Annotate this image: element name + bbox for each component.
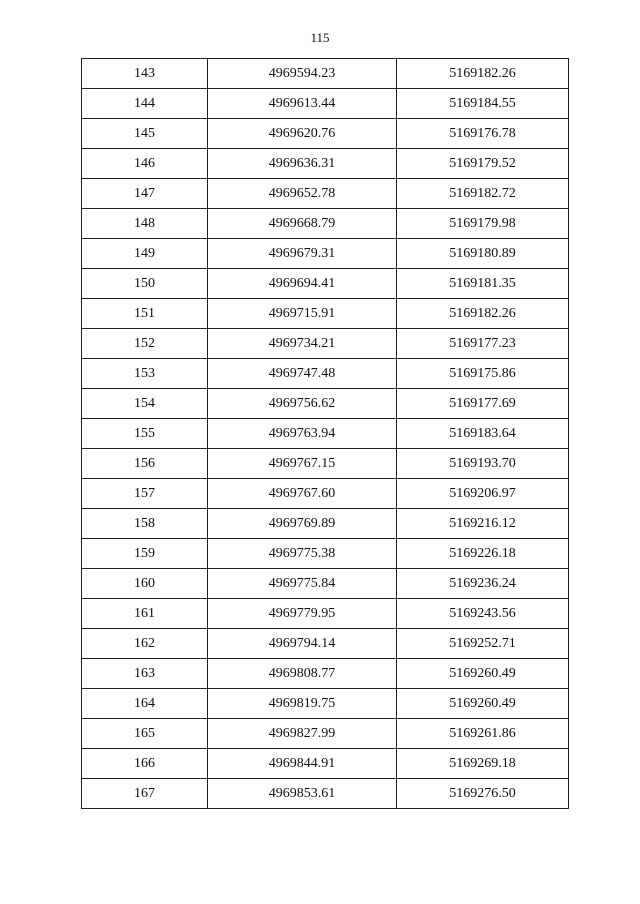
point-id-cell: 145 <box>82 119 208 149</box>
x-coordinate-cell: 4969620.76 <box>208 119 397 149</box>
coordinate-table-body <box>82 59 569 809</box>
y-coordinate-cell: 5169206.97 <box>397 479 569 509</box>
point-id-cell: 150 <box>82 269 208 299</box>
x-coordinate-cell: 4969715.91 <box>208 299 397 329</box>
point-id-cell: 156 <box>82 449 208 479</box>
x-coordinate-cell: 4969756.62 <box>208 389 397 419</box>
y-coordinate-cell: 5169180.89 <box>397 239 569 269</box>
table-row <box>82 509 569 539</box>
y-coordinate-cell: 5169193.70 <box>397 449 569 479</box>
y-coordinate-cell: 5169243.56 <box>397 599 569 629</box>
table-row <box>82 269 569 299</box>
x-coordinate-cell: 4969794.14 <box>208 629 397 659</box>
point-id-cell: 151 <box>82 299 208 329</box>
table-row <box>82 659 569 689</box>
point-id-cell: 144 <box>82 89 208 119</box>
table-row <box>82 359 569 389</box>
y-coordinate-cell: 5169182.72 <box>397 179 569 209</box>
point-id-cell: 152 <box>82 329 208 359</box>
x-coordinate-cell: 4969694.41 <box>208 269 397 299</box>
table-row <box>82 239 569 269</box>
point-id-cell: 165 <box>82 719 208 749</box>
x-coordinate-cell: 4969636.31 <box>208 149 397 179</box>
x-coordinate-cell: 4969767.60 <box>208 479 397 509</box>
point-id-cell: 146 <box>82 149 208 179</box>
y-coordinate-cell: 5169179.52 <box>397 149 569 179</box>
table-row <box>82 119 569 149</box>
y-coordinate-cell: 5169182.26 <box>397 299 569 329</box>
point-id-cell: 143 <box>82 59 208 89</box>
point-id-cell: 157 <box>82 479 208 509</box>
table-row <box>82 89 569 119</box>
x-coordinate-cell: 4969767.15 <box>208 449 397 479</box>
y-coordinate-cell: 5169261.86 <box>397 719 569 749</box>
y-coordinate-cell: 5169216.12 <box>397 509 569 539</box>
table-row <box>82 569 569 599</box>
coordinate-table <box>81 58 569 809</box>
point-id-cell: 162 <box>82 629 208 659</box>
x-coordinate-cell: 4969775.84 <box>208 569 397 599</box>
x-coordinate-cell: 4969853.61 <box>208 779 397 809</box>
table-row <box>82 479 569 509</box>
x-coordinate-cell: 4969775.38 <box>208 539 397 569</box>
table-row <box>82 689 569 719</box>
point-id-cell: 153 <box>82 359 208 389</box>
point-id-cell: 147 <box>82 179 208 209</box>
x-coordinate-cell: 4969747.48 <box>208 359 397 389</box>
x-coordinate-cell: 4969763.94 <box>208 419 397 449</box>
table-row <box>82 749 569 779</box>
point-id-cell: 163 <box>82 659 208 689</box>
y-coordinate-cell: 5169236.24 <box>397 569 569 599</box>
table-row <box>82 329 569 359</box>
y-coordinate-cell: 5169260.49 <box>397 659 569 689</box>
y-coordinate-cell: 5169177.23 <box>397 329 569 359</box>
table-row <box>82 539 569 569</box>
x-coordinate-cell: 4969652.78 <box>208 179 397 209</box>
point-id-cell: 149 <box>82 239 208 269</box>
table-row <box>82 179 569 209</box>
y-coordinate-cell: 5169184.55 <box>397 89 569 119</box>
point-id-cell: 154 <box>82 389 208 419</box>
table-row <box>82 59 569 89</box>
point-id-cell: 161 <box>82 599 208 629</box>
x-coordinate-cell: 4969668.79 <box>208 209 397 239</box>
point-id-cell: 159 <box>82 539 208 569</box>
table-row <box>82 599 569 629</box>
y-coordinate-cell: 5169276.50 <box>397 779 569 809</box>
x-coordinate-cell: 4969679.31 <box>208 239 397 269</box>
y-coordinate-cell: 5169179.98 <box>397 209 569 239</box>
x-coordinate-cell: 4969844.91 <box>208 749 397 779</box>
x-coordinate-cell: 4969808.77 <box>208 659 397 689</box>
point-id-cell: 155 <box>82 419 208 449</box>
table-row <box>82 449 569 479</box>
table-row <box>82 389 569 419</box>
y-coordinate-cell: 5169269.18 <box>397 749 569 779</box>
x-coordinate-cell: 4969769.89 <box>208 509 397 539</box>
table-row <box>82 209 569 239</box>
point-id-cell: 160 <box>82 569 208 599</box>
y-coordinate-cell: 5169183.64 <box>397 419 569 449</box>
table-row <box>82 719 569 749</box>
y-coordinate-cell: 5169260.49 <box>397 689 569 719</box>
y-coordinate-cell: 5169177.69 <box>397 389 569 419</box>
x-coordinate-cell: 4969819.75 <box>208 689 397 719</box>
page-number: 115 <box>310 30 330 45</box>
x-coordinate-cell: 4969734.21 <box>208 329 397 359</box>
point-id-cell: 164 <box>82 689 208 719</box>
x-coordinate-cell: 4969779.95 <box>208 599 397 629</box>
y-coordinate-cell: 5169226.18 <box>397 539 569 569</box>
x-coordinate-cell: 4969594.23 <box>208 59 397 89</box>
x-coordinate-cell: 4969613.44 <box>208 89 397 119</box>
y-coordinate-cell: 5169176.78 <box>397 119 569 149</box>
y-coordinate-cell: 5169252.71 <box>397 629 569 659</box>
point-id-cell: 166 <box>82 749 208 779</box>
y-coordinate-cell: 5169181.35 <box>397 269 569 299</box>
table-row <box>82 419 569 449</box>
table-row <box>82 299 569 329</box>
table-row <box>82 629 569 659</box>
point-id-cell: 158 <box>82 509 208 539</box>
point-id-cell: 167 <box>82 779 208 809</box>
y-coordinate-cell: 5169175.86 <box>397 359 569 389</box>
point-id-cell: 148 <box>82 209 208 239</box>
x-coordinate-cell: 4969827.99 <box>208 719 397 749</box>
table-row <box>82 149 569 179</box>
y-coordinate-cell: 5169182.26 <box>397 59 569 89</box>
table-row <box>82 779 569 809</box>
